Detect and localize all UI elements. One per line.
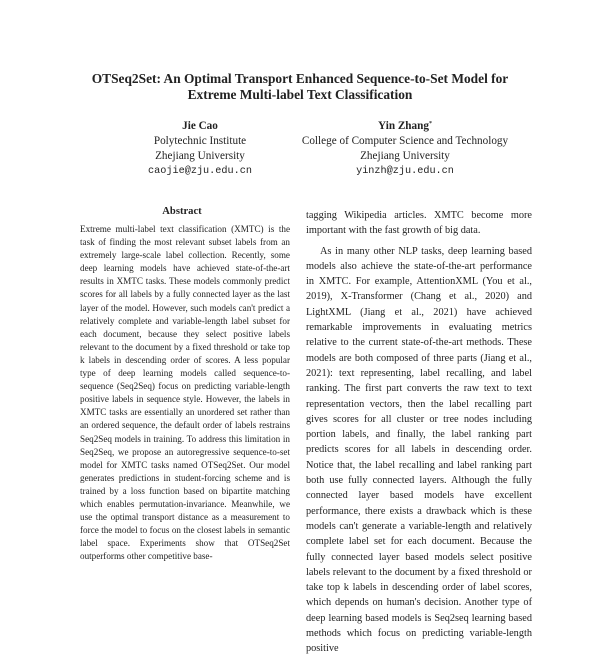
author-affiliation: Polytechnic Institute [153, 135, 247, 147]
corresponding-author-mark: * [428, 121, 432, 127]
author-name [280, 119, 530, 134]
author-block-2 [280, 119, 530, 179]
author-affiliation: College of Computer Science and Technology [301, 135, 509, 147]
author-name: Jie Cao [182, 120, 218, 132]
intro-paragraph-1: tagging Wikipedia articles. XMTC become more important with the fast growth of big data. [306, 210, 532, 237]
abstract-text: Extreme multi-label text classification (XMTC) is the task of finding the most relevant subset labels from an extremely large-scale label collection. Recently, some deep learning models have achieved state-of-the-art results in XMTC tasks. These models commonly predict scores for all labels by a fully connected layer as the last layer of the model. However, such models can't predict a relatively complete and variable-length label subset for each document, because they select positive labels relevant to the document by a fixed threshold or take top k labels in descending order of scores. A less popular type of deep learning models called sequence-to-sequence (Seq2Seq) focus on predicting variable-length positive labels in sequence style. However, the labels in XMTC tasks are essentially an unordered set rather than an ordered sequence, the default order of labels restrains Seq2Seq models in training. To address this limitation in Seq2Seq, we propose an autoregressive sequence-to-set model for XMTC tasks named OTSeq2Set. Our model generates predictions in student-forcing scheme and is trained by a loss function based on bipartite matching which enables permutation-invariance. Meanwhile, we use the optimal transport distance as a measurement to force the model to focus on the closest labels in semantic label space. Experiments show that OTSeq2Set outperforms other competitive base- [80, 224, 290, 562]
author-block-1 [120, 119, 280, 179]
author-name-text: Yin Zhang [378, 120, 429, 132]
author-email: caojie@zju.edu.cn [148, 166, 252, 177]
author-email: yinzh@zju.edu.cn [356, 166, 454, 177]
intro-paragraph-2: As in many other NLP tasks, deep learning based models also achieve the state-of-the-art performance in XMTC. For example, AttentionXML (You et al., 2019), X-Transformer (Chang et al., 2020) and LightXML (Jiang et al., 2021) have achieved remarkable improvements in evaluating metrics relative to the current state-of-the-art methods. These models are both composed of three parts (Jiang et al., 2021): text representing, label recalling, and label ranking. The first part converts the raw text to text representation vectors, then the label recalling part gives scores for all cluster or tree nodes including portion labels, and finally, the label ranking part predicts scores for all labels in descending order. Notice that, the label recalling and label ranking part both use fully connected layers. Although the fully connected layer based models have excellent performance, there exists a drawback which is these models can't generate a variable-length and relatively complete label set for each document. Because the fully connected layer based models select positive labels relevant to the document by a fixed threshold or take top k labels in descending order of label scores, which depends on human's decision. Another type of deep learning based models is Seq2seq learning based methods which focus on predicting variable-length positive [306, 245, 532, 655]
abstract-heading: Abstract [162, 206, 202, 217]
title-line-1: OTSeq2Set: An Optimal Transport Enhanced Sequence-to-Set Model for [91, 71, 509, 86]
author-affiliation: Zhejiang University [155, 150, 245, 162]
intro-column [306, 208, 532, 657]
paper-title [40, 71, 560, 103]
title-line-2: Extreme Multi-label Text Classification [187, 87, 413, 102]
author-affiliation: Zhejiang University [360, 150, 450, 162]
